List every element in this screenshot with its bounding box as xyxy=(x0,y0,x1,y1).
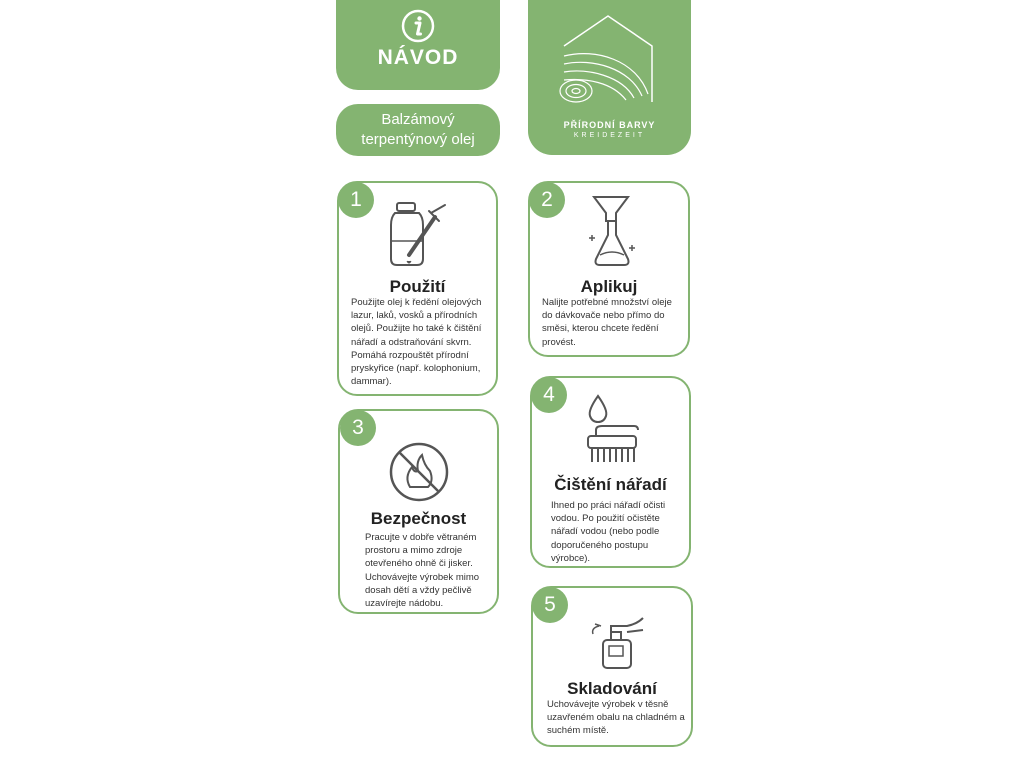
step-card-2 xyxy=(528,181,690,357)
product-name-line1: Balzámový xyxy=(381,111,455,128)
step-card-5 xyxy=(531,586,693,747)
step-title: Skladování xyxy=(567,679,657,698)
step-text: Použijte olej k ředění olejových lazur, laků, vosků a přírodních olejů. Použijte ho také k čištění nářadí a odstraňování skvrn. Pomáhá rozpouštět přírodní pryskyřice (např. kolophonium, dammar). xyxy=(351,297,482,388)
no-fire-icon xyxy=(388,441,450,503)
brand-sub: KREIDEZEIT xyxy=(573,132,646,139)
wood-house-logo-icon xyxy=(556,8,666,118)
step-title: Aplikuj xyxy=(580,277,638,296)
step-text: Ihned po práci nářadí očisti vodou. Po použití očistěte nářadí vodou (nebo podle doporučeného postupu výrobce). xyxy=(551,500,666,564)
water-drop-brush-icon xyxy=(584,394,642,468)
bottle-dropper-icon xyxy=(387,199,451,269)
page-title: NÁVOD xyxy=(377,46,459,69)
step-text: Nalijte potřebné množství oleje do dávkovače nebo přímo do směsi, kterou chcete ředění provést. xyxy=(542,297,672,348)
step-card-4 xyxy=(530,376,691,568)
step-card-1 xyxy=(337,181,498,396)
product-name xyxy=(336,104,500,156)
step-number: 3 xyxy=(340,410,376,446)
step-text: Pracujte v dobře větraném prostoru a mimo zdroje otevřeného ohně či jisker. Uchovávejte výrobek mimo dosah dětí a vždy pečlivě uzavírejte nádobu. xyxy=(365,532,480,610)
step-number: 2 xyxy=(529,182,565,218)
header-navod xyxy=(336,0,500,90)
step-card-3 xyxy=(338,409,499,614)
brand-logo xyxy=(528,0,691,155)
product-name-line2: terpentýnový olej xyxy=(361,131,475,148)
step-title: Čištění nářadí xyxy=(554,475,667,494)
step-number: 1 xyxy=(338,182,374,218)
funnel-flask-icon xyxy=(588,195,638,269)
spray-bottle-hand-icon xyxy=(589,616,645,670)
step-title: Použití xyxy=(389,277,446,296)
step-number: 4 xyxy=(531,377,567,413)
info-icon xyxy=(400,8,436,44)
step-number: 5 xyxy=(532,587,568,623)
step-text: Uchovávejte výrobek v těsně uzavřeném obalu na chladném a suchém místě. xyxy=(547,699,685,737)
brand-name: PŘÍRODNÍ BARVY xyxy=(563,120,656,130)
step-title: Bezpečnost xyxy=(370,509,467,528)
